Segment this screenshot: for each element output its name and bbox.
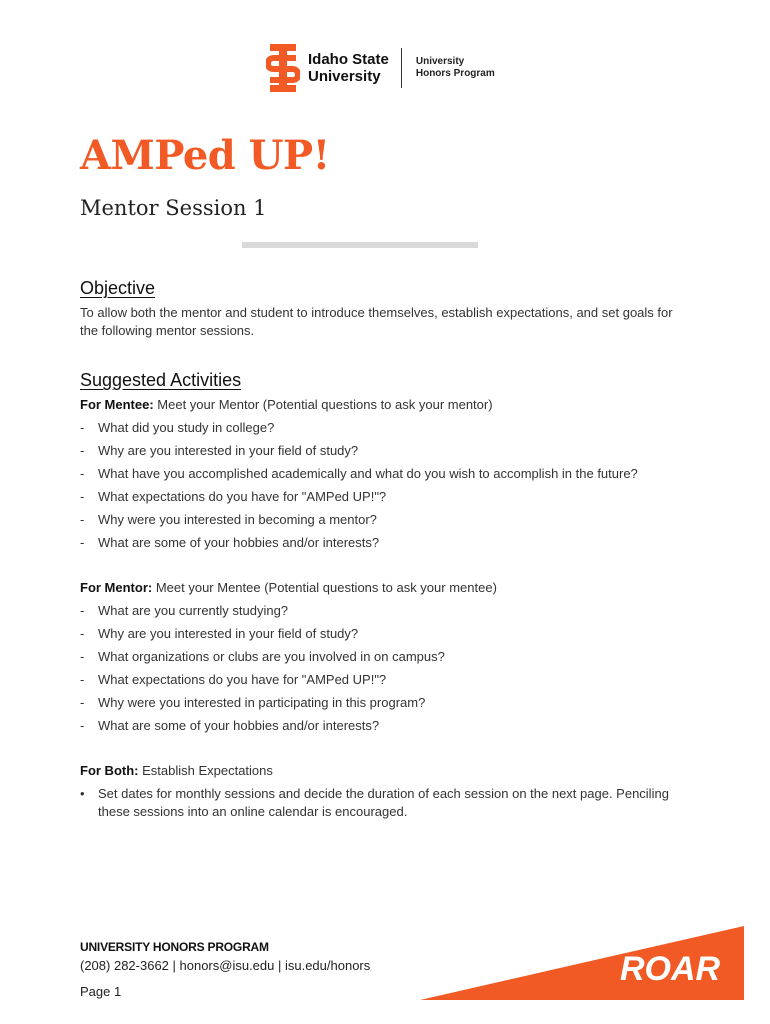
objective-heading: Objective bbox=[80, 278, 156, 298]
list-item: - What expectations do you have for "AMPed UP!"? bbox=[80, 668, 700, 691]
list-item: - What expectations do you have for "AMPed UP!"? bbox=[80, 485, 700, 508]
title-rule bbox=[242, 242, 478, 248]
program-name bbox=[416, 56, 495, 80]
page-header bbox=[266, 44, 495, 92]
list-item: - What are some of your hobbies and/or interests? bbox=[80, 714, 700, 737]
isu-logo-icon bbox=[266, 44, 300, 92]
roar-banner bbox=[420, 926, 744, 1000]
list-item: - Why were you interested in becoming a mentor? bbox=[80, 508, 700, 531]
page-title: AMPed UP! bbox=[80, 132, 330, 179]
footer-contact: (208) 282-3662 | honors@isu.edu | isu.edu/honors bbox=[80, 958, 371, 973]
list-item: - What did you study in college? bbox=[80, 416, 700, 439]
list-item: • Set dates for monthly sessions and decide the duration of each session on the next page. Penciling these sessions into an online calendar is encouraged. bbox=[80, 785, 690, 821]
mentor-intro bbox=[80, 579, 690, 597]
both-intro bbox=[80, 762, 690, 780]
list-item: - What are you currently studying? bbox=[80, 599, 700, 622]
objective-text: To allow both the mentor and student to introduce themselves, establish expectations, and set goals for the following mentor sessions. bbox=[80, 305, 673, 338]
footer-program: UNIVERSITY HONORS PROGRAM bbox=[80, 940, 269, 954]
mentor-question-list bbox=[80, 599, 700, 737]
both-list bbox=[80, 785, 690, 821]
page-number: Page 1 bbox=[80, 984, 122, 999]
page-subtitle: Mentor Session 1 bbox=[80, 196, 267, 220]
program-name-line1: University bbox=[415, 56, 465, 67]
mentor-intro-text: Meet your Mentee (Potential questions to ask your mentee) bbox=[152, 580, 497, 595]
both-label: For Both: bbox=[80, 763, 139, 778]
program-name-line2: Honors Program bbox=[415, 68, 495, 79]
list-item: - What have you accomplished academically and what do you wish to accomplish in the future? bbox=[80, 462, 700, 485]
header-divider bbox=[401, 48, 402, 88]
activities-heading: Suggested Activities bbox=[80, 370, 242, 390]
list-item: - Why were you interested in participating in this program? bbox=[80, 691, 700, 714]
mentee-question-list bbox=[80, 416, 700, 554]
university-name bbox=[308, 51, 389, 85]
list-item: - Why are you interested in your field of study? bbox=[80, 439, 700, 462]
list-item: - What organizations or clubs are you involved in on campus? bbox=[80, 645, 700, 668]
both-intro-text: Establish Expectations bbox=[138, 763, 273, 778]
university-name-line1: Idaho State bbox=[308, 51, 389, 68]
list-item: - Why are you interested in your field of study? bbox=[80, 622, 700, 645]
mentor-label: For Mentor: bbox=[80, 580, 153, 595]
list-item: - What are some of your hobbies and/or interests? bbox=[80, 531, 700, 554]
mentee-label: For Mentee: bbox=[80, 397, 154, 412]
mentee-intro-text: Meet your Mentor (Potential questions to ask your mentor) bbox=[153, 397, 493, 412]
mentee-intro bbox=[80, 396, 690, 414]
roar-text: ROAR bbox=[619, 950, 721, 988]
university-name-line2: University bbox=[308, 68, 381, 85]
